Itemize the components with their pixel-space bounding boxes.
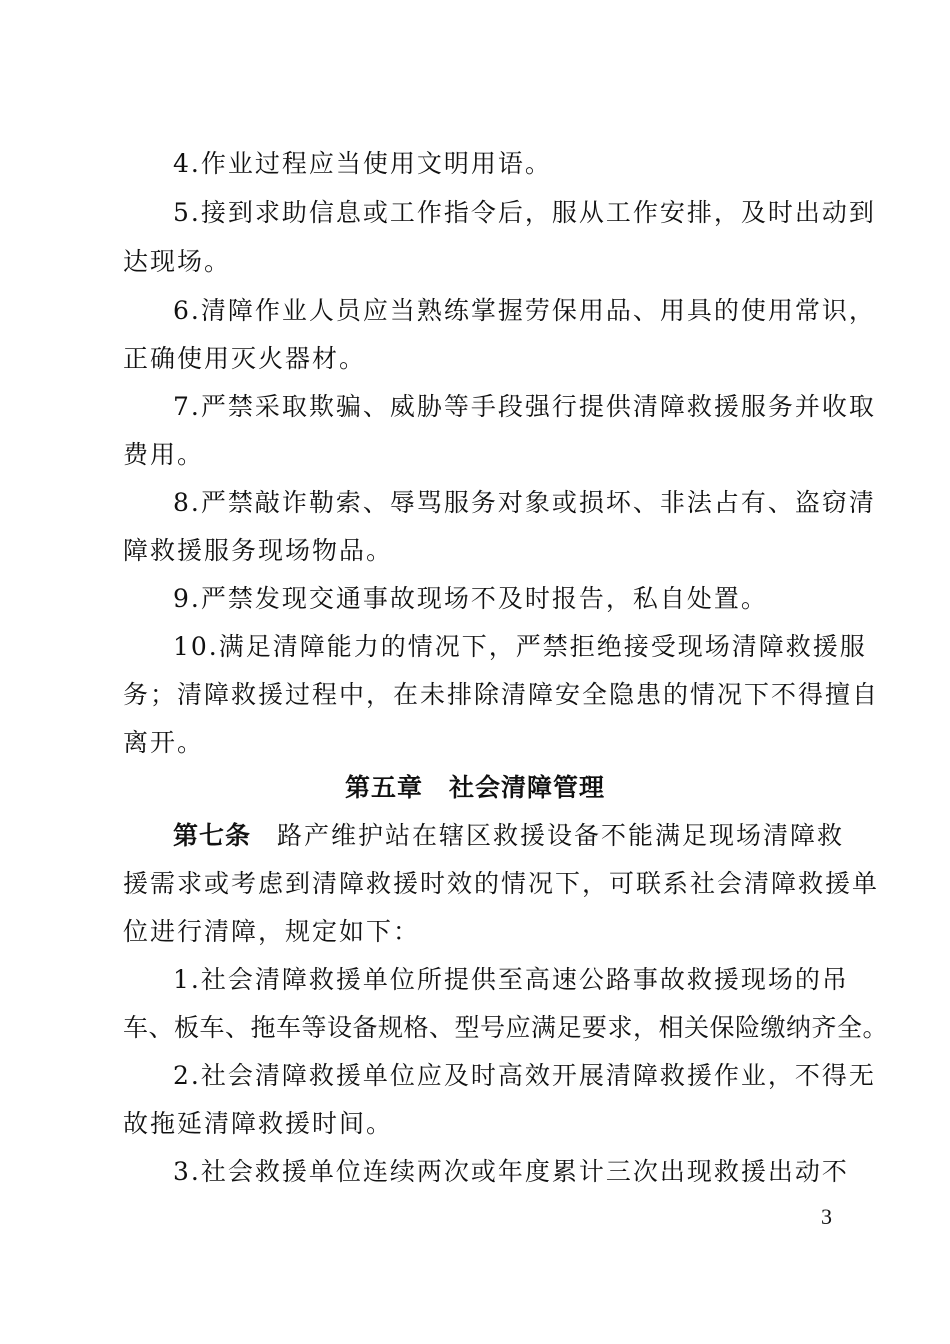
paragraph-item-8-line-1: 8.严禁敲诈勒索、辱骂服务对象或损坏、非法占有、盗窃清	[173, 488, 876, 517]
paragraph-item-9: 9.严禁发现交通事故现场不及时报告，私自处置。	[173, 584, 768, 613]
rule-item-3-line-1: 3.社会救援单位连续两次或年度累计三次出现救援出动不	[173, 1157, 849, 1186]
paragraph-item-5-line-1: 5.接到求助信息或工作指令后，服从工作安排，及时出动到	[173, 198, 876, 227]
rule-item-2-line-1: 2.社会清障救援单位应及时高效开展清障救援作业，不得无	[173, 1061, 876, 1090]
paragraph-item-10-line-3: 离开。	[123, 728, 205, 757]
paragraph-item-4: 4.作业过程应当使用文明用语。	[173, 149, 552, 178]
paragraph-item-10-line-1: 10.满足清障能力的情况下，严禁拒绝接受现场清障救援服	[173, 632, 867, 661]
article-7-line-2: 援需求或考虑到清障救援时效的情况下，可联系社会清障救援单	[123, 869, 880, 898]
chapter-heading: 第五章 社会清障管理	[344, 773, 605, 802]
article-7-line-3: 位进行清障，规定如下：	[123, 917, 421, 946]
page-number: 3	[821, 1204, 832, 1229]
rule-item-2-line-2: 故拖延清障救援时间。	[123, 1109, 394, 1138]
paragraph-item-5-line-2: 达现场。	[123, 247, 232, 276]
paragraph-item-6-line-1: 6.清障作业人员应当熟练掌握劳保用品、用具的使用常识，	[173, 296, 876, 325]
paragraph-item-8-line-2: 障救援服务现场物品。	[123, 536, 394, 565]
paragraph-item-6-line-2: 正确使用灭火器材。	[123, 344, 367, 373]
paragraph-item-7-line-1: 7.严禁采取欺骗、威胁等手段强行提供清障救援服务并收取	[173, 392, 876, 421]
article-label: 第七条	[173, 821, 252, 850]
paragraph-item-10-line-2: 务；清障救援过程中，在未排除清障安全隐患的情况下不得擅自	[123, 680, 880, 709]
article-7-line-1	[173, 820, 843, 852]
paragraph-item-7-line-2: 费用。	[123, 440, 205, 469]
rule-item-1-line-1: 1.社会清障救援单位所提供至高速公路事故救援现场的吊	[173, 965, 849, 994]
rule-item-1-line-2: 车、板车、拖车等设备规格、型号应满足要求，相关保险缴纳齐全。	[123, 1013, 889, 1042]
article-7-text: 路产维护站在辖区救援设备不能满足现场清障救	[277, 821, 845, 850]
